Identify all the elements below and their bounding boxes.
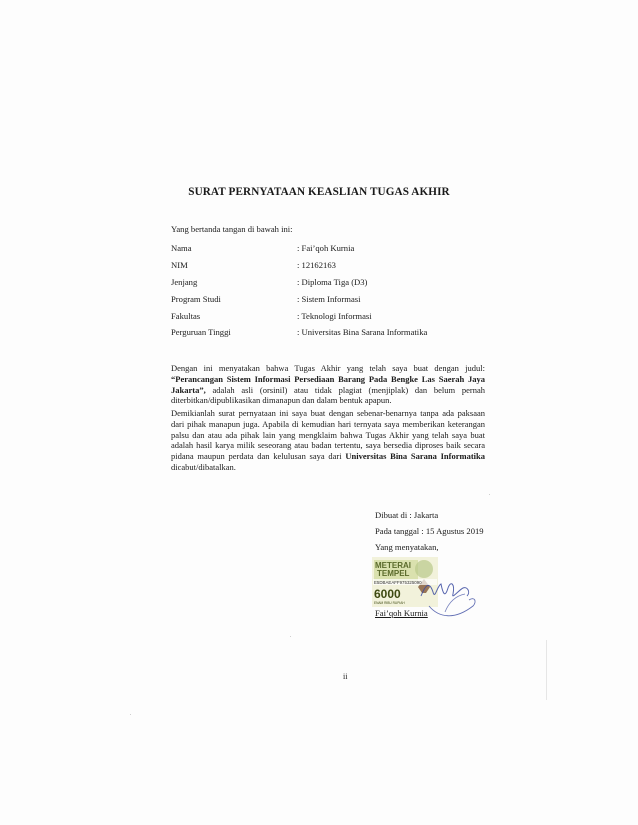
field-value-perguruan-tinggi: : Universitas Bina Sarana Informatika xyxy=(297,327,428,337)
field-label-fakultas: Fakultas xyxy=(171,311,201,321)
closing-text: Yang menyatakan, xyxy=(375,542,439,552)
date-text: Pada tanggal : 15 Agustus 2019 xyxy=(375,526,484,536)
field-value-nim: : 12162163 xyxy=(297,260,336,270)
field-value-program-studi: : Sistem Informasi xyxy=(297,294,361,304)
statement-rest: adalah asli (orsinil) atau tidak plagiat (menjiplak) dan belum pernah diterbitkan/dipublikasikan dimanapun dan dalam bentuk apapun. xyxy=(171,384,485,406)
scan-speck xyxy=(130,714,131,715)
field-label-nama: Nama xyxy=(171,243,192,253)
field-label-program-studi: Program Studi xyxy=(171,294,221,304)
place-text: Dibuat di : Jakarta xyxy=(375,510,439,520)
field-value-fakultas: : Teknologi Informasi xyxy=(297,311,372,321)
field-label-nim: NIM xyxy=(171,260,188,270)
intro-text: Yang bertanda tangan di bawah ini: xyxy=(171,224,293,234)
stamp-line2: TEMPEL xyxy=(377,569,410,578)
stamp-currency: ENAM RIBU RUPIAH xyxy=(374,601,405,605)
stamp-amount: 6000 xyxy=(374,587,401,601)
page-number: ii xyxy=(343,672,348,681)
declaration-lead: Demikianlah surat pernyataan ini saya buat dengan sebenar-benarnya tanpa ada paksaan dari pihak manapun juga. Apabila di kemudian hari ternyata saya memberikan keterangan palsu dan atau ada pihak lain yang mengklaim bahwa Tugas Akhir yang telah saya buat adalah hasil karya milik seseorang atau badan tertentu, saya bersedia diproses baik secara pidana maupun perdata dan kelulusan saya dari xyxy=(171,408,485,462)
statement-paragraph xyxy=(171,363,485,406)
stamp-serial: E5DBAEAFF975325090 xyxy=(374,580,422,585)
thesis-title: “Perancangan Sistem Informasi Persediaan Barang Pada Bengke Las Saerah Jaya Jakarta”, xyxy=(171,373,485,395)
field-label-perguruan-tinggi: Perguruan Tinggi xyxy=(171,327,231,337)
university-name: Universitas Bina Sarana Informatika xyxy=(345,451,485,462)
field-value-jenjang: : Diploma Tiga (D3) xyxy=(297,277,368,287)
statement-lead: Dengan ini menyatakan bahwa Tugas Akhir yang telah saya buat dengan judul: xyxy=(171,363,485,373)
scan-edge-mark xyxy=(546,640,547,700)
scan-speck xyxy=(489,494,490,495)
document-title: SURAT PERNYATAAN KEASLIAN TUGAS AKHIR xyxy=(188,186,450,198)
scan-speck xyxy=(290,636,291,637)
field-label-jenjang: Jenjang xyxy=(171,277,198,287)
declaration-paragraph xyxy=(171,408,485,473)
signatory-name: Fai’qoh Kurnia xyxy=(375,608,428,618)
stamp-line1: METERAI xyxy=(375,561,411,570)
field-value-nama: : Fai’qoh Kurnia xyxy=(297,243,355,253)
declaration-rest: dicabut/dibatalkan. xyxy=(171,461,236,472)
